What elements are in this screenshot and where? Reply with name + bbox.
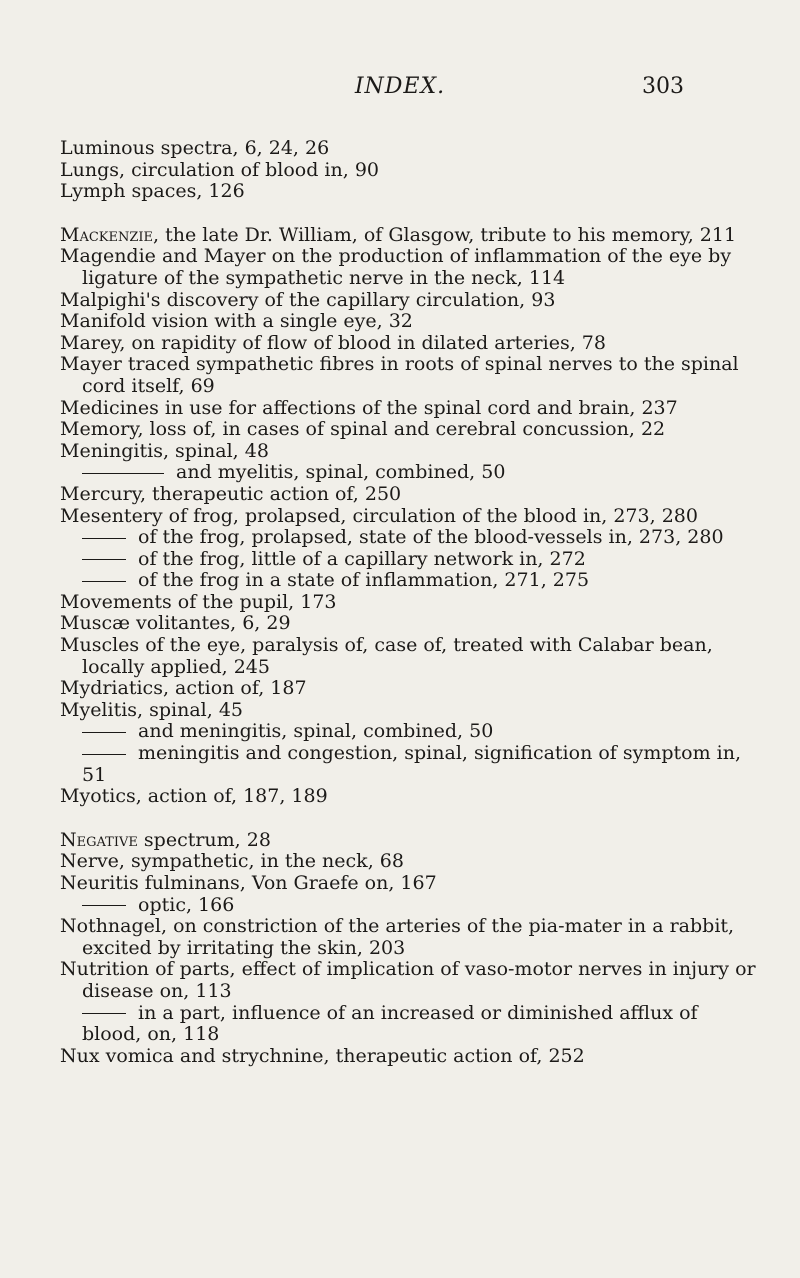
index-subentry: and meningitis, spinal, combined, 50 (60, 721, 760, 743)
index-entry: Lymph spaces, 126 (60, 180, 245, 203)
index-entry: Meningitis, spinal, 48 (60, 439, 269, 462)
ditto-dash (82, 559, 126, 560)
index-entry: Mayer traced sympathetic fibres in roots of spinal nerves to the spinal cord itself, 69 (60, 353, 739, 397)
index-entry: Nux vomica and strychnine, therapeutic action of, 252 (60, 1044, 585, 1067)
section-gap (60, 808, 760, 830)
index-subentry: of the frog in a state of inflammation, 271, 275 (60, 570, 760, 592)
index-subentry: of the frog, little of a capillary network in, 272 (60, 549, 760, 571)
index-entry: Nerve, sympathetic, in the neck, 68 (60, 850, 404, 873)
index-entry: Lungs, circulation of blood in, 90 (60, 158, 379, 181)
index-entry: Muscles of the eye, paralysis of, case of, treated with Calabar bean, locally applied, 245 (60, 634, 713, 678)
index-subentry: of the frog, prolapsed, state of the blood-vessels in, 273, 280 (60, 527, 760, 549)
index-subentry: in a part, influence of an increased or diminished afflux of blood, on, 118 (82, 1001, 698, 1046)
ditto-dash (82, 732, 126, 733)
index-entry: Nutrition of parts, effect of implication of vaso-motor nerves in injury or disease on, 113 (60, 958, 756, 1002)
index-entry: Mesentery of frog, prolapsed, circulation of the blood in, 273, 280 (60, 504, 698, 527)
ditto-dash (82, 905, 126, 906)
index-entry: Mercury, therapeutic action of, 250 (60, 482, 402, 505)
index-subentry: and myelitis, spinal, combined, 50 (60, 462, 760, 484)
index-entry: Manifold vision with a single eye, 32 (60, 310, 413, 333)
page-number: 303 (642, 74, 684, 99)
index-subentry: optic, 166 (60, 895, 760, 917)
index-entry: Negative spectrum, 28 (60, 828, 271, 851)
running-head (0, 74, 800, 104)
index-entry: Myotics, action of, 187, 189 (60, 785, 328, 808)
ditto-dash (82, 754, 126, 755)
index-entry: Muscæ volitantes, 6, 29 (60, 612, 291, 635)
index-entry: Nothnagel, on constriction of the arteries of the pia-mater in a rabbit, excited by irritating the skin, 203 (60, 915, 735, 959)
index-entry: Movements of the pupil, 173 (60, 590, 337, 613)
index-entry: Luminous spectra, 6, 24, 26 (60, 137, 330, 159)
index-entry: Magendie and Mayer on the production of inflammation of the eye by ligature of the sympathetic nerve in the neck, 114 (60, 245, 732, 289)
index-subentry: meningitis and congestion, spinal, signification of symptom in, 51 (82, 742, 741, 786)
index-entry: Malpighi's discovery of the capillary circulation, 93 (60, 288, 556, 311)
ditto-dash (82, 1013, 126, 1014)
ditto-dash (82, 538, 126, 539)
ditto-dash (82, 473, 164, 474)
index-entry: Mackenzie, the late Dr. William, of Glasgow, tribute to his memory, 211 (60, 223, 737, 246)
index-entry: Neuritis fulminans, Von Graefe on, 167 (60, 872, 437, 894)
ditto-dash (82, 581, 126, 582)
index-entry: Myelitis, spinal, 45 (60, 698, 244, 721)
entry-lead: Mackenzie, (60, 223, 160, 246)
index-entry: Mydriatics, action of, 187 (60, 677, 307, 700)
index-list (60, 138, 760, 1067)
index-entry: Marey, on rapidity of flow of blood in dilated arteries, 78 (60, 331, 606, 354)
entry-lead: Negative (60, 828, 138, 851)
index-entry: Medicines in use for affections of the spinal cord and brain, 237 (60, 396, 678, 419)
running-head-title: INDEX. (354, 74, 446, 99)
index-entry: Memory, loss of, in cases of spinal and cerebral concussion, 22 (60, 418, 666, 441)
section-gap (60, 203, 760, 225)
